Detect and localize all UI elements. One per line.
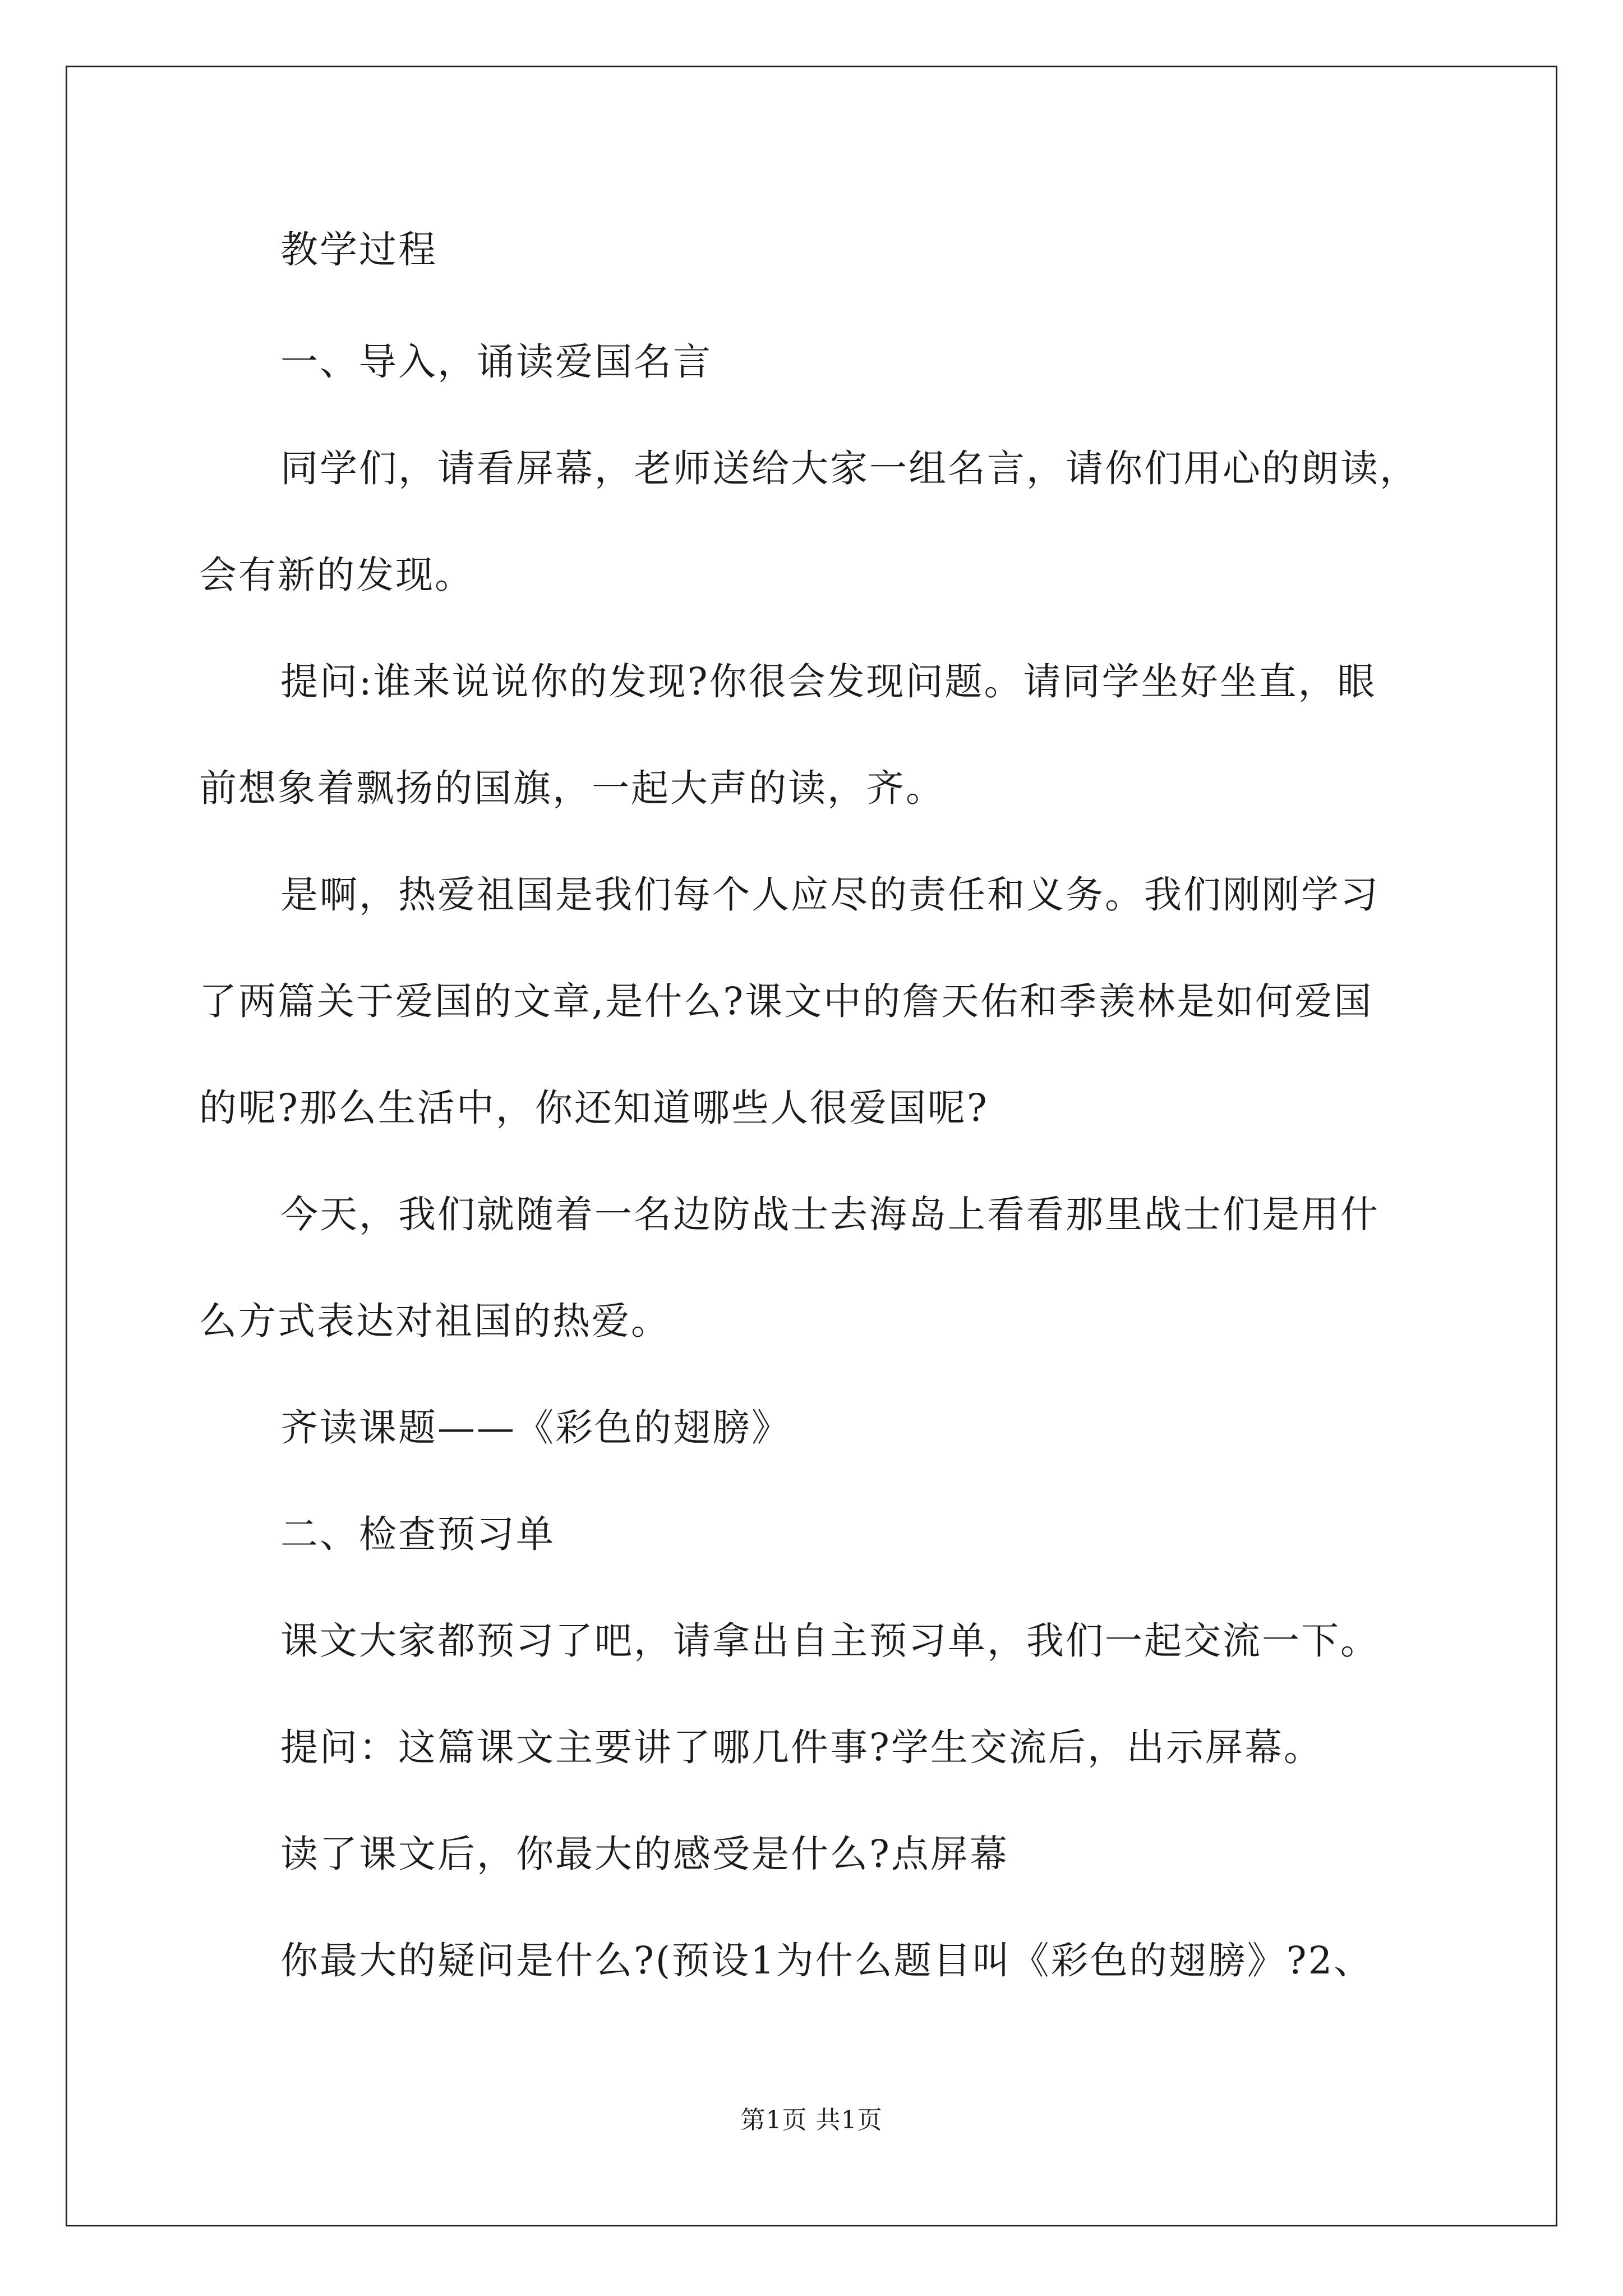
text-line-2: 一、导入，诵读爱国名言 [280, 340, 712, 384]
text-line-15: 提问：这篇课文主要讲了哪几件事?学生交流后，出示屏幕。 [280, 1726, 1323, 1769]
text-line-5: 提问:谁来说说你的发现?你很会发现问题。请同学坐好坐直，眼 [280, 660, 1377, 703]
text-line-10: 今天，我们就随着一名边防战士去海岛上看看那里战士们是用什 [280, 1193, 1380, 1236]
text-line-8: 了两篇关于爱国的文章,是什么?课文中的詹天佑和季羡林是如何爱国 [199, 979, 1373, 1023]
page-border [66, 66, 1557, 2226]
text-line-4: 会有新的发现。 [199, 553, 474, 597]
page-footer: 第1页 共1页 [740, 2106, 883, 2134]
text-line-12: 齐读课题——《彩色的翅膀》 [280, 1406, 791, 1450]
text-line-16: 读了课文后，你最大的感受是什么?点屏幕 [280, 1832, 1009, 1876]
text-line-6: 前想象着飘扬的国旗，一起大声的读，齐。 [199, 766, 945, 810]
text-line-3: 同学们，请看屏幕，老师送给大家一组名言，请你们用心的朗读， [280, 447, 1419, 490]
text-line-1: 教学过程 [280, 228, 437, 272]
text-line-7: 是啊，热爱祖国是我们每个人应尽的责任和义务。我们刚刚学习 [280, 873, 1380, 917]
text-line-9: 的呢?那么生活中，你还知道哪些人很爱国呢? [199, 1086, 989, 1130]
text-line-11: 么方式表达对祖国的热爱。 [199, 1299, 670, 1343]
text-line-14: 课文大家都预习了吧，请拿出自主预习单，我们一起交流一下。 [280, 1619, 1380, 1663]
text-line-17: 你最大的疑问是什么?(预设1为什么题目叫《彩色的翅膀》?2、 [280, 1939, 1373, 1982]
text-line-13: 二、检查预习单 [280, 1512, 555, 1556]
